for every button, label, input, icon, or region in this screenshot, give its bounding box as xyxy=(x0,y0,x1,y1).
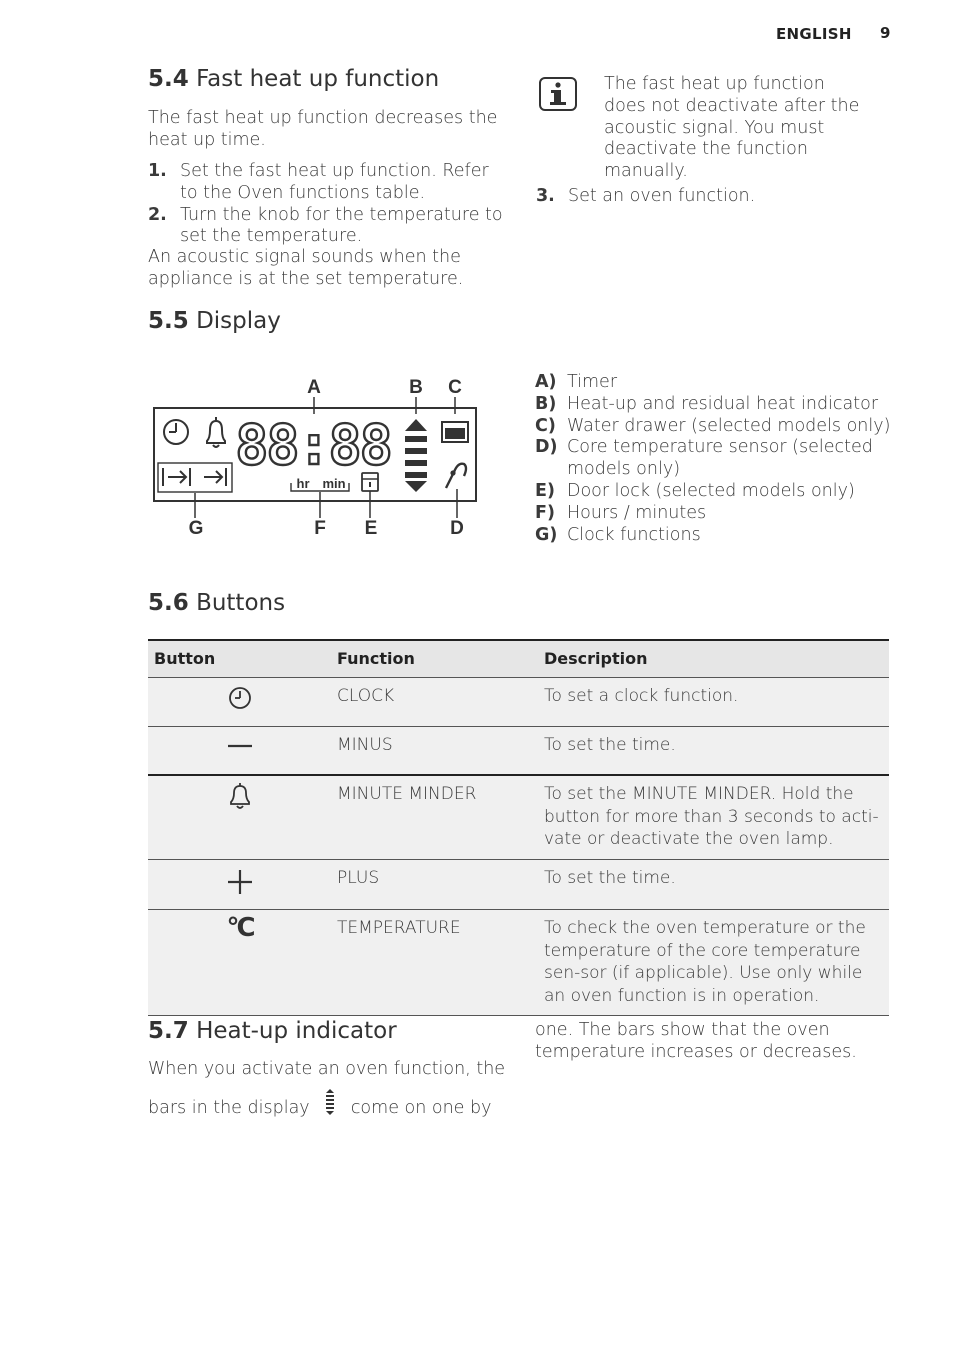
legend-text: Hours / minutes xyxy=(567,502,707,523)
table-row xyxy=(148,678,889,727)
legend-text: Water drawer (selected models only) xyxy=(567,415,891,436)
button-icon-cell xyxy=(148,678,331,727)
legend-key: B) xyxy=(535,393,557,414)
column-header: Function xyxy=(331,640,538,678)
s57-text-right: one. The bars show that the oven temperature increases or decreases. xyxy=(535,1020,857,1062)
s57-text-part: bars in the display xyxy=(148,1098,310,1118)
section-title: Heat-up indicator xyxy=(196,1018,397,1044)
description-cell: To check the oven temperature or the temperature of the core temperature sen-sor (if applicable). Use only while an oven function is in operation. xyxy=(538,910,889,1016)
section-number: 5.4 xyxy=(148,66,189,92)
section-5-4-heading xyxy=(148,66,439,92)
section-title: Fast heat up function xyxy=(196,66,440,92)
step-text: Set an oven function. xyxy=(568,186,756,206)
label-d: D xyxy=(450,518,464,539)
legend-key: F) xyxy=(535,502,555,523)
legend-text: Heat-up and residual heat indicator xyxy=(567,393,879,414)
section-number: 5.6 xyxy=(148,590,189,616)
button-icon-cell xyxy=(148,726,331,775)
legend-text: Door lock (selected models only) xyxy=(567,480,855,501)
label-c: C xyxy=(448,377,462,398)
label-e: E xyxy=(364,518,378,539)
info-note: The fast heat up function does not deactivate after the acoustic signal. You must deactivate the function manually. xyxy=(604,74,860,182)
function-cell: MINUTE MINDER xyxy=(331,775,538,859)
list-item xyxy=(535,481,895,503)
step-number: 3. xyxy=(536,186,555,206)
function-cell: CLOCK xyxy=(331,678,538,727)
button-icon-cell xyxy=(148,910,331,1016)
section-5-5-heading xyxy=(148,308,281,334)
minus-icon xyxy=(226,734,254,760)
list-item xyxy=(148,205,510,249)
table-row xyxy=(148,775,889,859)
section-number: 5.5 xyxy=(148,308,189,334)
step-number: 1. xyxy=(148,161,167,181)
display-digits: 88:88 xyxy=(235,413,391,477)
s54-after: An acoustic signal sounds when the appliance is at the set temperature. xyxy=(148,247,464,289)
label-f: F xyxy=(314,518,326,539)
clock-icon xyxy=(227,685,253,711)
table-row xyxy=(148,726,889,775)
heat-up-indicator-icon xyxy=(405,419,427,492)
section-5-7-heading xyxy=(148,1018,397,1044)
display-hr: hr xyxy=(296,476,310,491)
list-item xyxy=(535,503,895,525)
s57-text-left-1: When you activate an oven function, the xyxy=(148,1059,506,1079)
list-item xyxy=(535,372,895,394)
label-g: G xyxy=(188,518,204,539)
button-icon-cell xyxy=(148,859,331,910)
page-number: 9 xyxy=(880,24,891,42)
legend-text: Timer xyxy=(567,372,618,392)
legend-text: Core temperature sensor (selected models only) xyxy=(567,437,873,480)
list-item xyxy=(535,394,895,416)
table-row xyxy=(148,910,889,1016)
celsius-icon: °C xyxy=(226,913,253,943)
display-diagram xyxy=(148,372,488,546)
display-bell-icon xyxy=(207,417,225,447)
list-item xyxy=(535,416,895,438)
legend-key: D) xyxy=(535,437,558,458)
function-cell: TEMPERATURE xyxy=(331,910,538,1016)
clock-functions-icons xyxy=(158,463,232,492)
water-drawer-icon xyxy=(442,422,468,442)
section-5-6-heading xyxy=(148,590,285,616)
display-min: min xyxy=(322,476,346,491)
label-a: A xyxy=(307,377,321,398)
header-language: ENGLISH xyxy=(776,25,852,43)
table-header-row xyxy=(148,640,889,678)
core-temperature-sensor-icon xyxy=(446,464,466,488)
legend-key: A) xyxy=(535,372,557,392)
plus-icon xyxy=(226,867,254,895)
s57-text-left-2 xyxy=(148,1089,508,1120)
list-item xyxy=(535,437,895,481)
button-icon-cell xyxy=(148,775,331,859)
s54-steps xyxy=(148,161,510,248)
s54-step3 xyxy=(536,186,866,208)
description-cell: To set the time. xyxy=(538,859,889,910)
section-title: Buttons xyxy=(196,590,286,616)
column-header: Button xyxy=(148,640,331,678)
buttons-table xyxy=(148,639,889,1016)
heat-bars-inline-icon xyxy=(323,1089,337,1115)
info-icon xyxy=(538,76,578,116)
description-cell: To set the time. xyxy=(538,726,889,775)
display-legend xyxy=(535,372,895,546)
s54-intro: The fast heat up function decreases the heat up time. xyxy=(148,108,498,150)
display-clock-icon xyxy=(164,420,188,444)
column-header: Description xyxy=(538,640,889,678)
legend-key: E) xyxy=(535,480,555,501)
legend-key: C) xyxy=(535,415,556,436)
section-title: Display xyxy=(196,308,281,334)
step-text: Set the fast heat up function. Refer to the Oven functions table. xyxy=(180,161,489,203)
label-b: B xyxy=(409,377,423,398)
function-cell: MINUS xyxy=(331,726,538,775)
list-item xyxy=(535,525,895,547)
step-text: Turn the knob for the temperature to set the temperature. xyxy=(180,204,503,247)
description-cell: To set the MINUTE MINDER. Hold the button for more than 3 seconds to acti-vate or deactivate the oven lamp. xyxy=(538,775,889,859)
list-item xyxy=(536,186,866,208)
legend-key: G) xyxy=(535,524,558,545)
list-item xyxy=(148,161,510,205)
description-cell: To set a clock function. xyxy=(538,678,889,727)
section-number: 5.7 xyxy=(148,1018,189,1044)
table-row xyxy=(148,859,889,910)
s57-text-part: come on one by xyxy=(350,1098,492,1118)
function-cell: PLUS xyxy=(331,859,538,910)
bell-icon xyxy=(227,783,253,811)
legend-text: Clock functions xyxy=(567,524,701,545)
step-number: 2. xyxy=(148,204,167,225)
